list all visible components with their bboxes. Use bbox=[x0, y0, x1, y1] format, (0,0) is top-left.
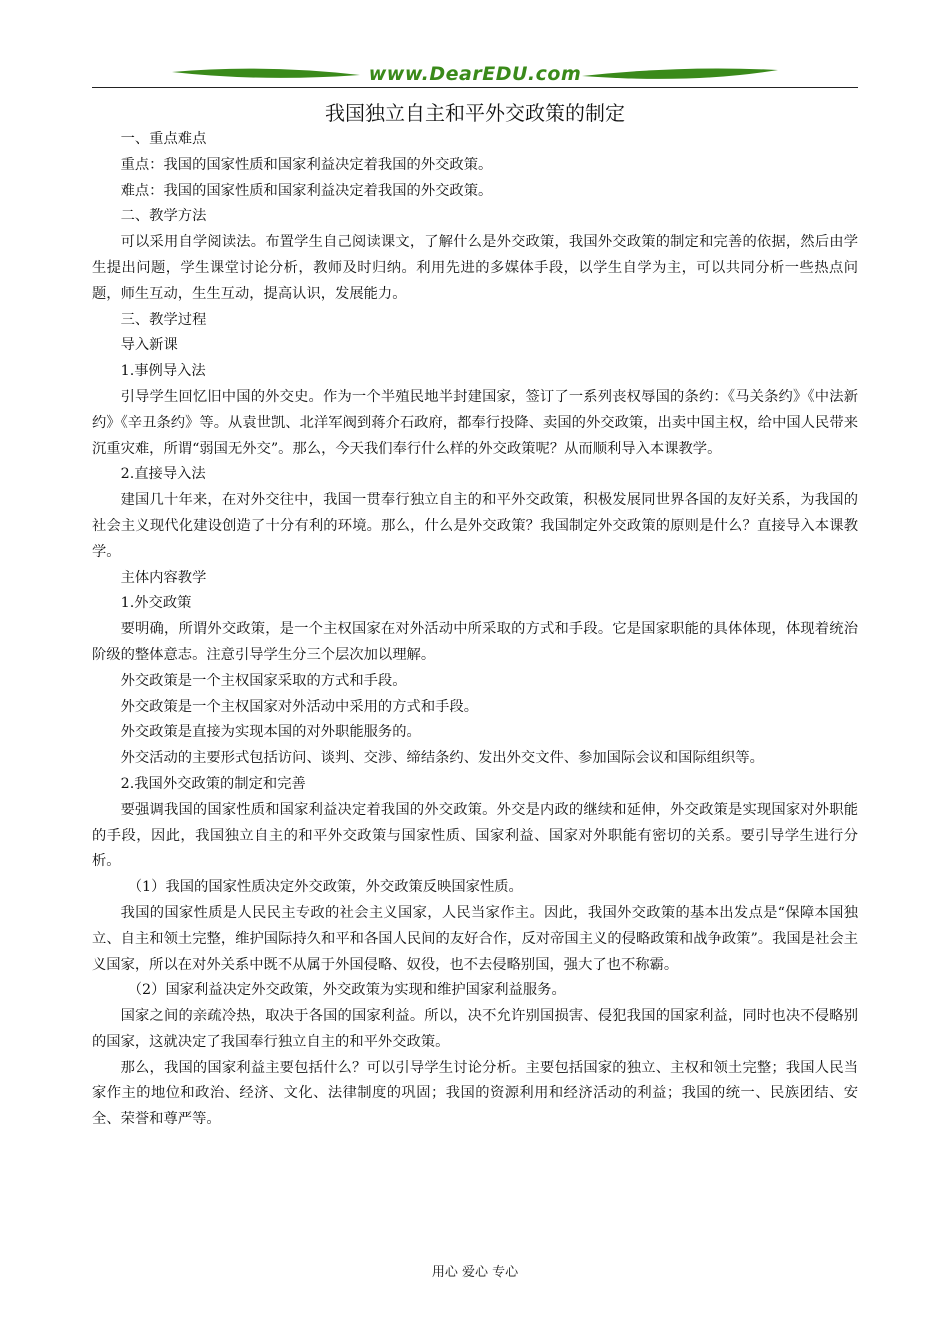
subheading: 1.事例导入法 bbox=[120, 363, 206, 380]
paragraph: 建国几十年来，在对外交往中，我国一贯奉行独立自主的和平外交政策，积极发展同世界各国的友好关系，为我国的社会主义现代化建设创造了十分有利的环境。那么，什么是外交政策？我国制定外交政策的原则是什么？直接导入本课教学。 bbox=[92, 492, 858, 560]
section-heading: 三、教学过程 bbox=[120, 311, 207, 328]
paragraph: 引导学生回忆旧中国的外交史。作为一个半殖民地半封建国家，签订了一系列丧权辱国的条约：《马关条约》《中法新约》《辛丑条约》等。从袁世凯、北洋军阀到蒋介石政府，都奉行投降、卖国的外交政策，出卖中国主权，给中国人民带来沉重灾难，所谓“弱国无外交”。那么，今天我们奉行什么样的外交政策呢？从而顺利导入本课教学。 bbox=[92, 388, 858, 457]
page-footer: 用心 爱心 专心 bbox=[431, 1265, 519, 1280]
paragraph: 重点：我国的国家性质和国家利益决定着我国的外交政策。 bbox=[120, 156, 493, 173]
header-rule bbox=[92, 87, 858, 88]
paragraph: 外交政策是一个主权国家对外活动中采用的方式和手段。 bbox=[120, 698, 479, 715]
paragraph: 外交政策是直接为实现本国的对外职能服务的。 bbox=[120, 724, 421, 741]
subheading: 导入新课 bbox=[120, 337, 178, 354]
paragraph: 那么，我国的国家利益主要包括什么？可以引导学生讨论分析。主要包括国家的独立、主权和领土完整；我国人民当家作主的地位和政治、经济、文化、法律制度的巩固；我国的资源利用和经济活动的利益；我国的统一、民族团结、安全、荣誉和尊严等。 bbox=[92, 1059, 858, 1128]
paragraph: 外交政策是一个主权国家采取的方式和手段。 bbox=[120, 672, 407, 689]
paragraph: 要明确，所谓外交政策，是一个主权国家在对外活动中所采取的方式和手段。它是国家职能的具体体现，体现着统治阶级的整体意志。注意引导学生分三个层次加以理解。 bbox=[92, 621, 858, 663]
section-heading: 二、教学方法 bbox=[120, 208, 207, 225]
paragraph: 难点：我国的国家性质和国家利益决定着我国的外交政策。 bbox=[120, 182, 493, 199]
document-body bbox=[92, 127, 858, 1133]
subheading: 2.我国外交政策的制定和完善 bbox=[120, 775, 306, 792]
site-banner bbox=[92, 60, 858, 90]
site-logo-text: www.DearEDU.com bbox=[368, 63, 582, 85]
paragraph: 外交活动的主要形式包括访问、谈判、交涉、缔结条约、发出外交文件、参加国际会议和国际组织等。 bbox=[120, 750, 764, 767]
paragraph: 我国的国家性质是人民民主专政的社会主义国家，人民当家作主。因此，我国外交政策的基本出发点是“保障本国独立、自主和领土完整，维护国际持久和平和各国人民间的友好合作，反对帝国主义的侵略政策和战争政策”。我国是社会主义国家，所以在对外关系中既不从属于外国侵略、奴役，也不去侵略别国，强大了也不称霸。 bbox=[92, 904, 858, 973]
subheading: （2）国家利益决定外交政策，外交政策为实现和维护国家利益服务。 bbox=[127, 982, 566, 999]
subheading: （1）我国的国家性质决定外交政策，外交政策反映国家性质。 bbox=[127, 879, 523, 896]
section-heading: 一、重点难点 bbox=[120, 131, 207, 147]
subheading: 1.外交政策 bbox=[120, 595, 192, 612]
subheading: 主体内容教学 bbox=[120, 569, 207, 586]
page-title: 我国独立自主和平外交政策的制定 bbox=[325, 101, 625, 125]
paragraph: 要强调我国的国家性质和国家利益决定着我国的外交政策。外交是内政的继续和延伸，外交政策是实现国家对外职能的手段，因此，我国独立自主的和平外交政策与国家性质、国家利益、国家对外职能有密切的关系。要引导学生进行分析。 bbox=[92, 801, 858, 870]
subheading: 2.直接导入法 bbox=[120, 466, 206, 483]
paragraph: 可以采用自学阅读法。布置学生自己阅读课文，了解什么是外交政策，我国外交政策的制定和完善的依据，然后由学生提出问题，学生课堂讨论分析，教师及时归纳。利用先进的多媒体手段，以学生自学为主，可以共同分析一些热点问题，师生互动，生生互动，提高认识，发展能力。 bbox=[92, 234, 858, 302]
paragraph: 国家之间的亲疏冷热，取决于各国的国家利益。所以，决不允许别国损害、侵犯我国的国家利益，同时也决不侵略别的国家，这就决定了我国奉行独立自主的和平外交政策。 bbox=[92, 1008, 858, 1050]
